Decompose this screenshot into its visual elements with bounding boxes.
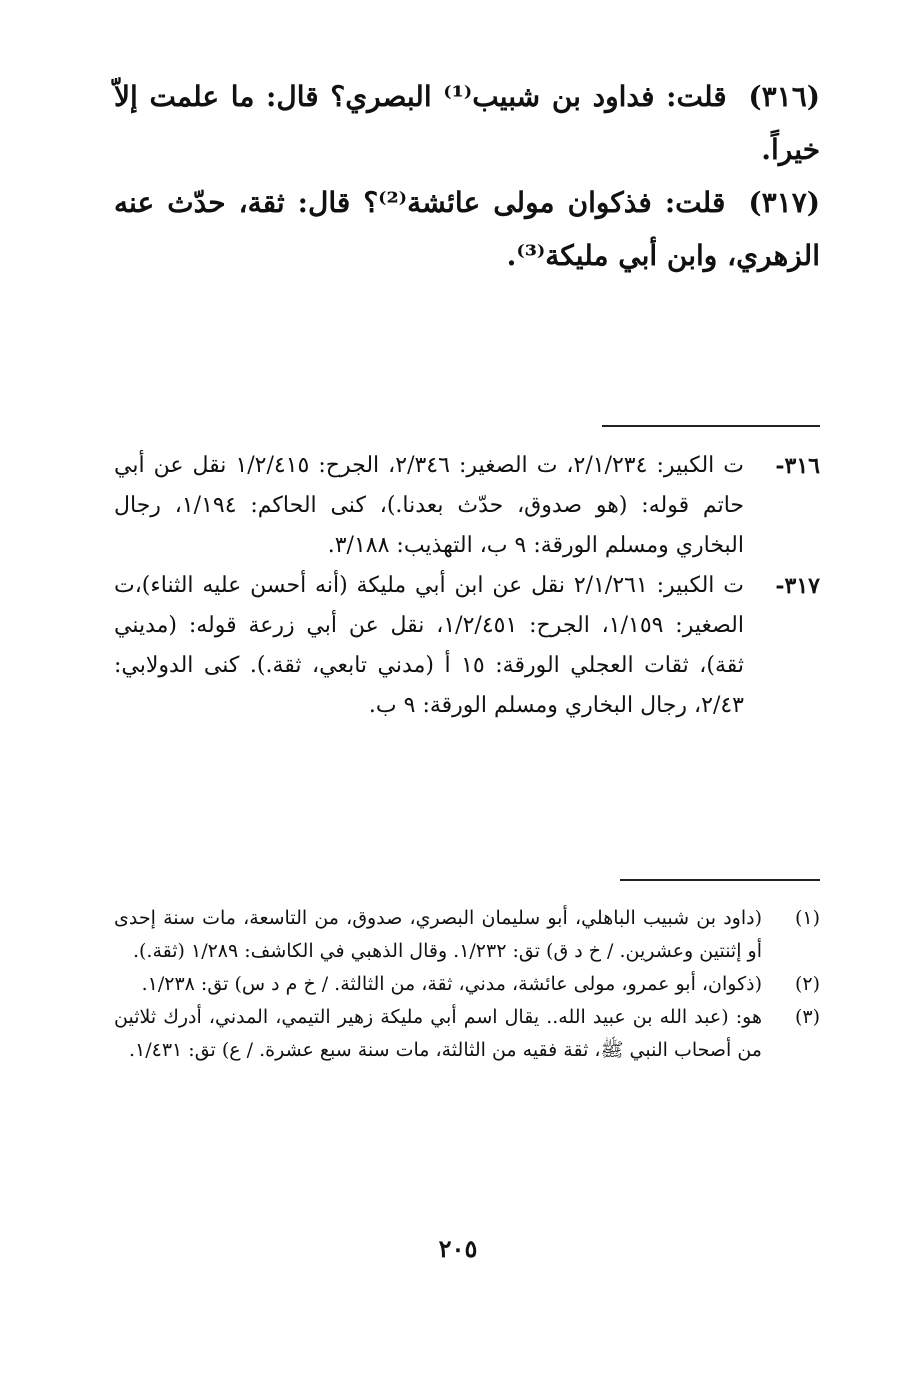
note-number: ٣١٧-: [775, 573, 820, 599]
footnote-2: [114, 968, 820, 1001]
footnote-3: [114, 1001, 820, 1067]
note-316: [114, 446, 820, 566]
note-text: ت الكبير: ٢/١/٢٣٤، ت الصغير: ٢/٣٤٦، الجرح: ١/٢/٤١٥ نقل عن أبي حاتم قوله: (هو صدوق، حدّث بعدنا.)، كنى الحاكم: ١/١٩٤، رجال البخاري ومسلم الورقة: ٩ ب، التهذيب: ٣/١٨٨.: [114, 453, 745, 558]
entry-316: [114, 70, 820, 176]
entry-317: [114, 176, 820, 282]
entry-text: قلت: فذكوان مولى عائشة⁽²⁾؟ قال: ثقة، حدّث عنه الزهري، وابن أبي مليكة⁽³⁾.: [114, 186, 820, 272]
footnote-number: (١): [794, 907, 820, 929]
footnote-1: [114, 902, 820, 968]
entry-number: (٣١٧): [748, 186, 821, 219]
source-notes: [114, 446, 820, 726]
note-text: ت الكبير: ٢/١/٢٦١ نقل عن ابن أبي مليكة (أنه أحسن عليه الثناء)،ت الصغير: ١/١٥٩، الجرح: ١/٢/٤٥١، نقل عن أبي زرعة قوله: (مديني ثقة)، ثقات العجلي الورقة: ١٥ أ (مدني تابعي، ثقة.). كنى الدولابي: ٢/٤٣، رجال البخاري ومسلم الورقة: ٩ ب.: [114, 573, 744, 718]
notes-divider: [602, 425, 820, 427]
entry-number: (٣١٦): [748, 80, 820, 113]
page-number: ٢٠٥: [438, 1234, 478, 1263]
footnote-number: (٣): [794, 1006, 820, 1028]
footnote-text: هو: (عبد الله بن عبيد الله.. يقال اسم أبي مليكة زهير التيمي، المدني، أدرك ثلاثين من أصحاب النبي ﷺ، ثقة فقيه من الثالثة، مات سنة سبع عشرة. / ع) تق: ١/٤٣١.: [114, 1006, 762, 1061]
note-317: [114, 566, 820, 726]
note-number: ٣١٦-: [775, 453, 820, 479]
footnote-text: (داود بن شبيب الباهلي، أبو سليمان البصري، صدوق، من التاسعة، مات سنة إحدى أو إثنتين وعشرين. / خ د ق) تق: ١/٢٣٢. وقال الذهبي في الكاشف: ١/٢٨٩ (ثقة.).: [114, 907, 762, 962]
main-text: [114, 70, 820, 282]
footnotes: [114, 902, 820, 1067]
footnote-number: (٢): [794, 973, 820, 995]
footnotes-divider: [620, 879, 820, 881]
footnote-text: (ذكوان، أبو عمرو، مولى عائشة، مدني، ثقة، من الثالثة. / خ م د س) تق: ١/٢٣٨.: [141, 973, 762, 995]
entry-text: قلت: فداود بن شبيب⁽¹⁾ البصري؟ قال: ما علمت إلاّ خيراً.: [114, 80, 820, 166]
